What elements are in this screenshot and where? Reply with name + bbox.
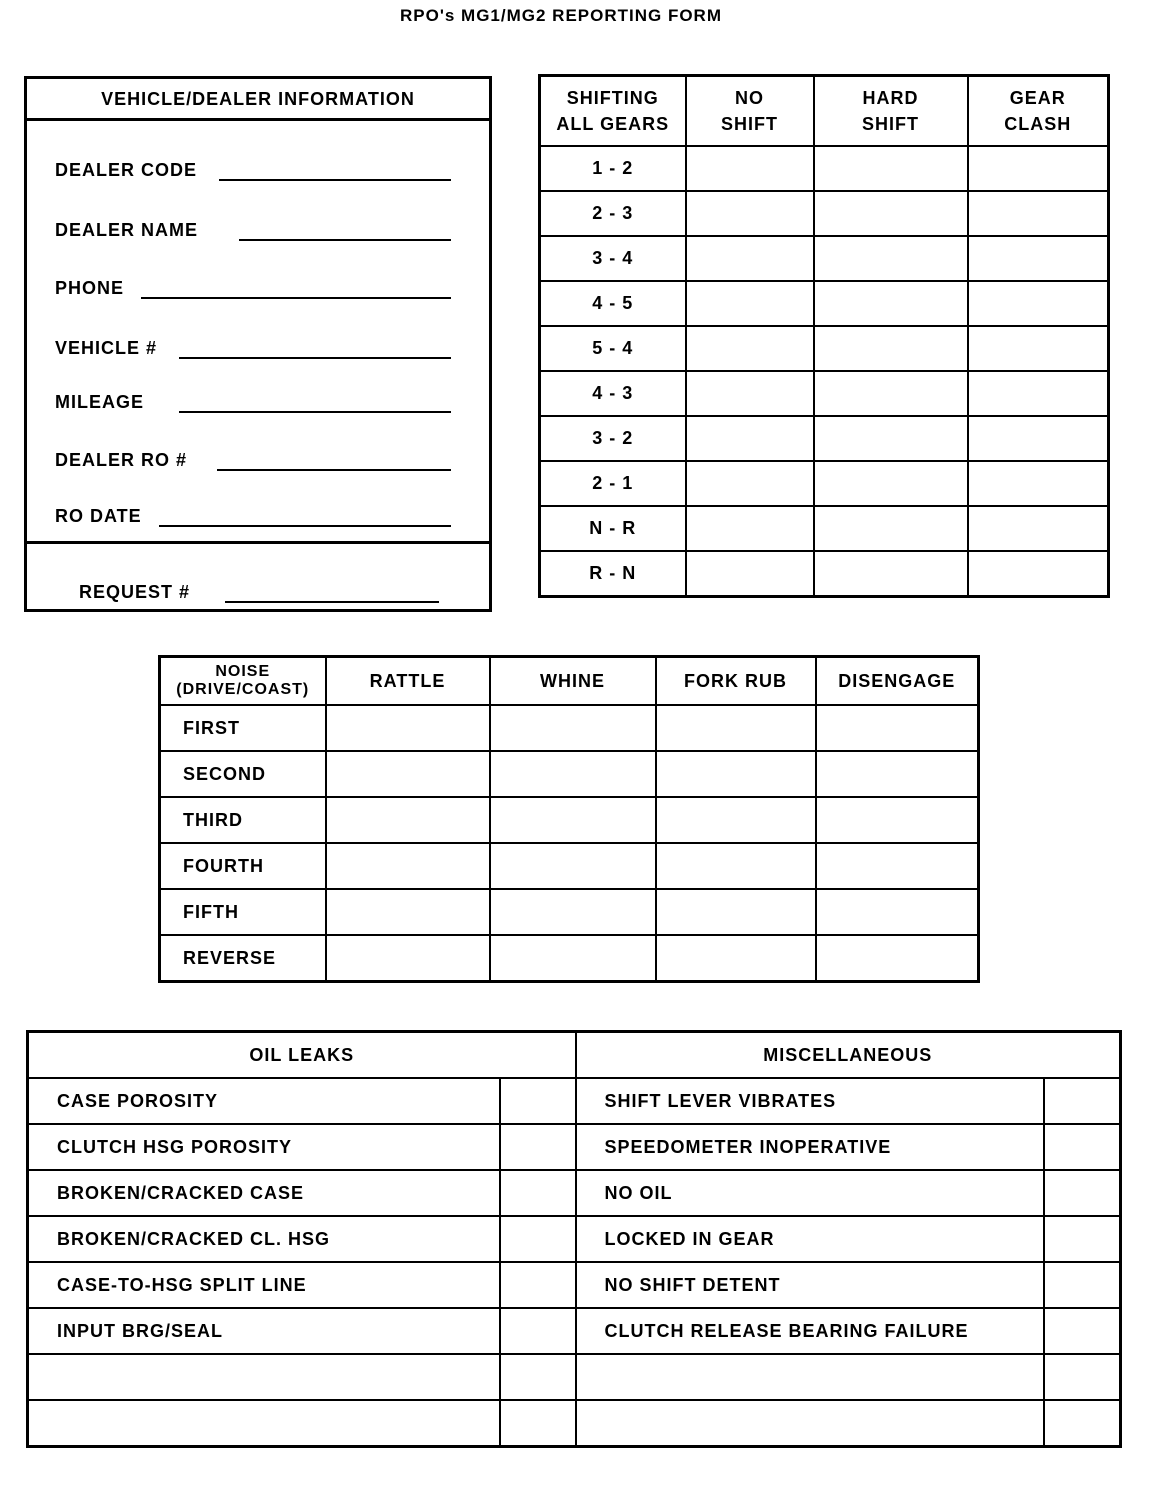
field-label: MILEAGE (55, 392, 145, 412)
disengage-cell[interactable] (816, 935, 979, 982)
field-label: DEALER RO # (55, 450, 188, 470)
shift-row-3-4 (540, 236, 1109, 281)
rattle-cell[interactable] (326, 797, 490, 843)
field-label: PHONE (55, 278, 125, 298)
shift-row-5-4 (540, 326, 1109, 371)
misc-check-cell[interactable] (1044, 1308, 1121, 1354)
oil-leak-check-cell[interactable] (500, 1216, 576, 1262)
dealer-ro-line[interactable] (217, 469, 451, 471)
gear-clash-cell[interactable] (968, 191, 1109, 236)
gear-clash-cell[interactable] (968, 281, 1109, 326)
shift-row-n-r (540, 506, 1109, 551)
shift-row-3-2 (540, 416, 1109, 461)
no-shift-cell[interactable] (686, 236, 814, 281)
disengage-cell[interactable] (816, 705, 979, 751)
misc-check-cell[interactable] (1044, 1216, 1121, 1262)
noise-row-label: FIFTH (160, 889, 326, 935)
misc-check-cell[interactable] (1044, 1262, 1121, 1308)
field-label: DEALER CODE (55, 160, 198, 180)
oil-misc-row (28, 1354, 1121, 1400)
dealer-ro-field[interactable] (55, 443, 451, 473)
field-label: VEHICLE # (55, 338, 158, 358)
noise-row-label: FOURTH (160, 843, 326, 889)
field-label: REQUEST # (79, 582, 191, 602)
misc-label: SPEEDOMETER INOPERATIVE (576, 1124, 1044, 1170)
dealer-code-field[interactable] (55, 153, 451, 183)
shift-row-4-5 (540, 281, 1109, 326)
fork-rub-header: FORK RUB (656, 657, 816, 706)
vehicle-number-line[interactable] (179, 357, 451, 359)
oil-misc-row (28, 1078, 1121, 1124)
no-shift-cell[interactable] (686, 281, 814, 326)
noise-row-reverse (160, 935, 979, 982)
no-shift-cell[interactable] (686, 506, 814, 551)
noise-row-fifth (160, 889, 979, 935)
oil-leak-check-cell[interactable] (500, 1400, 576, 1447)
disengage-header: DISENGAGE (816, 657, 979, 706)
oil-misc-row (28, 1400, 1121, 1447)
noise-row-fourth (160, 843, 979, 889)
rattle-cell[interactable] (326, 935, 490, 982)
fork-rub-cell[interactable] (656, 751, 816, 797)
noise-table (158, 655, 980, 983)
ro-date-field[interactable] (55, 499, 451, 529)
shift-row-label: 2 - 3 (540, 191, 686, 236)
disengage-cell[interactable] (816, 797, 979, 843)
shift-row-label: 4 - 3 (540, 371, 686, 416)
no-shift-cell[interactable] (686, 416, 814, 461)
page-title: RPO's MG1/MG2 REPORTING FORM (399, 6, 722, 25)
noise-row-label: REVERSE (160, 935, 326, 982)
fork-rub-cell[interactable] (656, 705, 816, 751)
noise-row-second (160, 751, 979, 797)
hard-shift-cell[interactable] (814, 416, 968, 461)
hard-shift-cell[interactable] (814, 146, 968, 191)
oil-leak-label: CASE-TO-HSG SPLIT LINE (28, 1262, 500, 1308)
noise-row-label: THIRD (160, 797, 326, 843)
request-number-field[interactable] (79, 575, 439, 605)
field-label: RO DATE (55, 506, 142, 526)
misc-label: SHIFT LEVER VIBRATES (576, 1078, 1044, 1124)
fork-rub-cell[interactable] (656, 843, 816, 889)
oil-leak-check-cell[interactable] (500, 1354, 576, 1400)
misc-check-cell[interactable] (1044, 1078, 1121, 1124)
hard-shift-cell[interactable] (814, 371, 968, 416)
dealer-name-line[interactable] (239, 239, 451, 241)
oil-leak-label: BROKEN/CRACKED CL. HSG (28, 1216, 500, 1262)
oil-misc-table (26, 1030, 1122, 1448)
miscellaneous-header: MISCELLANEOUS (576, 1032, 1121, 1079)
hard-shift-header: HARD SHIFT (814, 76, 968, 147)
gear-clash-cell[interactable] (968, 506, 1109, 551)
hard-shift-cell[interactable] (814, 191, 968, 236)
request-number-line[interactable] (225, 601, 439, 603)
whine-cell[interactable] (490, 889, 656, 935)
misc-check-cell[interactable] (1044, 1170, 1121, 1216)
no-shift-cell[interactable] (686, 371, 814, 416)
gear-clash-cell[interactable] (968, 326, 1109, 371)
fork-rub-cell[interactable] (656, 797, 816, 843)
shift-row-2-3 (540, 191, 1109, 236)
oil-leak-label (28, 1400, 500, 1447)
whine-cell[interactable] (490, 843, 656, 889)
oil-leak-check-cell[interactable] (500, 1308, 576, 1354)
shift-row-label: 4 - 5 (540, 281, 686, 326)
shift-row-label: 2 - 1 (540, 461, 686, 506)
misc-check-cell[interactable] (1044, 1400, 1121, 1447)
shift-row-label: 3 - 4 (540, 236, 686, 281)
shift-row-1-2 (540, 146, 1109, 191)
gear-clash-cell[interactable] (968, 371, 1109, 416)
fork-rub-cell[interactable] (656, 889, 816, 935)
shift-row-2-1 (540, 461, 1109, 506)
rattle-cell[interactable] (326, 751, 490, 797)
phone-line[interactable] (141, 297, 451, 299)
disengage-cell[interactable] (816, 889, 979, 935)
gear-clash-cell[interactable] (968, 461, 1109, 506)
fork-rub-cell[interactable] (656, 935, 816, 982)
whine-cell[interactable] (490, 705, 656, 751)
shifting-all-gears-header: SHIFTING ALL GEARS (540, 76, 686, 147)
oil-leak-check-cell[interactable] (500, 1262, 576, 1308)
oil-misc-header-row (28, 1032, 1121, 1079)
hard-shift-cell[interactable] (814, 236, 968, 281)
mileage-line[interactable] (179, 411, 451, 413)
gear-clash-cell[interactable] (968, 146, 1109, 191)
shift-row-r-n (540, 551, 1109, 597)
oil-leak-label: CLUTCH HSG POROSITY (28, 1124, 500, 1170)
request-divider (27, 541, 489, 544)
oil-leak-label: INPUT BRG/SEAL (28, 1308, 500, 1354)
noise-header-row (160, 657, 979, 706)
oil-leak-label: CASE POROSITY (28, 1078, 500, 1124)
dealer-name-field[interactable] (55, 213, 451, 243)
shifting-table (538, 74, 1110, 598)
noise-row-label: FIRST (160, 705, 326, 751)
oil-leaks-header: OIL LEAKS (28, 1032, 576, 1079)
misc-label: LOCKED IN GEAR (576, 1216, 1044, 1262)
whine-cell[interactable] (490, 935, 656, 982)
no-shift-cell[interactable] (686, 551, 814, 597)
mileage-field[interactable] (55, 385, 451, 415)
oil-leak-check-cell[interactable] (500, 1078, 576, 1124)
oil-leak-check-cell[interactable] (500, 1124, 576, 1170)
shift-row-4-3 (540, 371, 1109, 416)
gear-clash-cell[interactable] (968, 551, 1109, 597)
disengage-cell[interactable] (816, 843, 979, 889)
noise-row-third (160, 797, 979, 843)
rattle-header: RATTLE (326, 657, 490, 706)
noise-header: NOISE (DRIVE/COAST) (160, 657, 326, 706)
hard-shift-cell[interactable] (814, 281, 968, 326)
vehicle-dealer-box (24, 76, 492, 612)
gear-clash-cell[interactable] (968, 236, 1109, 281)
whine-cell[interactable] (490, 797, 656, 843)
field-label: DEALER NAME (55, 220, 199, 240)
shift-row-label: 5 - 4 (540, 326, 686, 371)
shift-row-label: R - N (540, 551, 686, 597)
gear-clash-cell[interactable] (968, 416, 1109, 461)
hard-shift-cell[interactable] (814, 551, 968, 597)
no-shift-cell[interactable] (686, 146, 814, 191)
misc-label (576, 1354, 1044, 1400)
rattle-cell[interactable] (326, 705, 490, 751)
whine-cell[interactable] (490, 751, 656, 797)
misc-check-cell[interactable] (1044, 1124, 1121, 1170)
oil-leak-label (28, 1354, 500, 1400)
disengage-cell[interactable] (816, 751, 979, 797)
misc-label: NO OIL (576, 1170, 1044, 1216)
no-shift-cell[interactable] (686, 326, 814, 371)
whine-header: WHINE (490, 657, 656, 706)
oil-misc-row (28, 1170, 1121, 1216)
hard-shift-cell[interactable] (814, 506, 968, 551)
oil-misc-row (28, 1124, 1121, 1170)
noise-row-label: SECOND (160, 751, 326, 797)
oil-leak-check-cell[interactable] (500, 1170, 576, 1216)
no-shift-header: NO SHIFT (686, 76, 814, 147)
vehicle-dealer-heading: VEHICLE/DEALER INFORMATION (27, 79, 489, 121)
no-shift-cell[interactable] (686, 461, 814, 506)
gear-clash-header: GEAR CLASH (968, 76, 1109, 147)
no-shift-cell[interactable] (686, 191, 814, 236)
rattle-cell[interactable] (326, 843, 490, 889)
shift-row-label: 3 - 2 (540, 416, 686, 461)
shift-row-label: N - R (540, 506, 686, 551)
rattle-cell[interactable] (326, 889, 490, 935)
misc-check-cell[interactable] (1044, 1354, 1121, 1400)
oil-leak-label: BROKEN/CRACKED CASE (28, 1170, 500, 1216)
ro-date-line[interactable] (159, 525, 451, 527)
vehicle-number-field[interactable] (55, 331, 451, 361)
misc-label: NO SHIFT DETENT (576, 1262, 1044, 1308)
shift-row-label: 1 - 2 (540, 146, 686, 191)
oil-misc-row (28, 1262, 1121, 1308)
phone-field[interactable] (55, 271, 451, 301)
hard-shift-cell[interactable] (814, 461, 968, 506)
shifting-header-row (540, 76, 1109, 147)
oil-misc-row (28, 1308, 1121, 1354)
dealer-code-line[interactable] (219, 179, 451, 181)
misc-label (576, 1400, 1044, 1447)
noise-row-first (160, 705, 979, 751)
hard-shift-cell[interactable] (814, 326, 968, 371)
oil-misc-row (28, 1216, 1121, 1262)
misc-label: CLUTCH RELEASE BEARING FAILURE (576, 1308, 1044, 1354)
